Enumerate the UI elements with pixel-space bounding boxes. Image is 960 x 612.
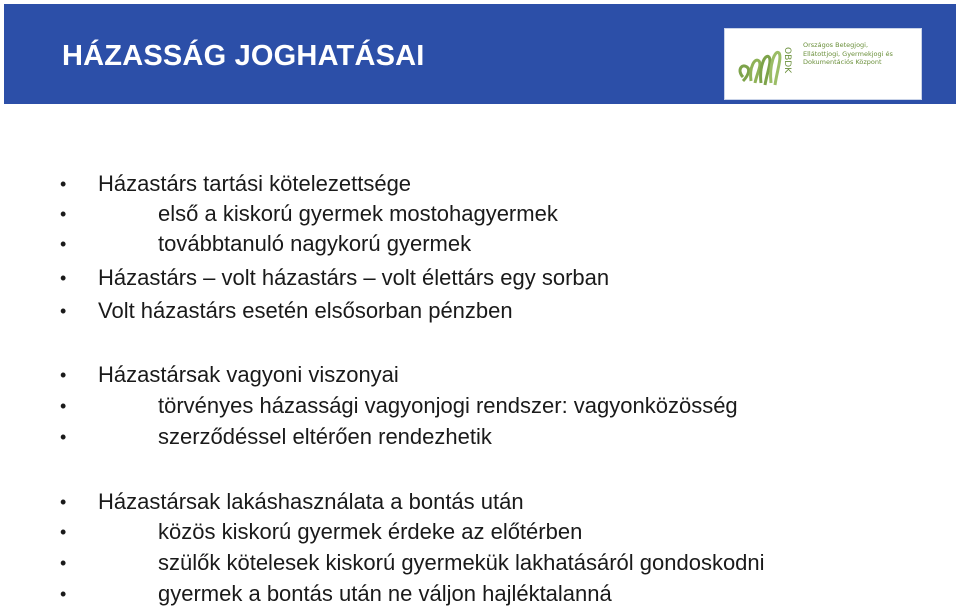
list-item: • szülők kötelesek kiskorú gyermekük lakhatásáról gondoskodni (0, 548, 960, 578)
obdk-logo (724, 28, 922, 100)
bullet-icon: • (60, 204, 67, 224)
bullet-icon: • (60, 268, 67, 288)
list-item: • Házastársak vagyoni viszonyai (0, 360, 960, 390)
bullet-icon: • (60, 396, 67, 416)
logo-text: OBDK (782, 47, 792, 74)
list-item: • törvényes házassági vagyonjogi rendszer: vagyonközösség (0, 391, 960, 421)
bullet-icon: • (60, 492, 67, 512)
bullet-icon: • (60, 234, 67, 254)
bullet-icon: • (60, 427, 67, 447)
logo-caption-line: Ellátottjogi, Gyermekjogi és (803, 49, 893, 58)
obdk-logo-mark (735, 37, 797, 93)
list-item: • gyermek a bontás után ne váljon hajléktalanná (0, 579, 960, 609)
bullet-icon: • (60, 301, 67, 321)
list-item: • továbbtanuló nagykorú gyermek (0, 229, 960, 259)
list-item: • szerződéssel eltérően rendezhetik (0, 422, 960, 452)
list-item: • közös kiskorú gyermek érdeke az előtérben (0, 517, 960, 547)
list-item: • Volt házastárs esetén elsősorban pénzben (0, 296, 960, 326)
logo-caption-line: Dokumentációs Központ (803, 58, 882, 66)
list-item: • Házastárs tartási kötelezettsége (0, 169, 960, 199)
list-item: • Házastársak lakáshasználata a bontás után (0, 487, 960, 517)
slide-title: HÁZASSÁG JOGHATÁSAI (62, 40, 425, 72)
bullet-icon: • (60, 174, 67, 194)
logo-caption-line: Országos Betegjogi, (803, 41, 869, 49)
title-bar (4, 4, 956, 104)
list-item: • első a kiskorú gyermek mostohagyermek (0, 199, 960, 229)
logo-caption (803, 41, 917, 67)
bullet-icon: • (60, 584, 67, 604)
bullet-icon: • (60, 553, 67, 573)
list-item: • Házastárs – volt házastárs – volt élettárs egy sorban (0, 263, 960, 293)
bullet-icon: • (60, 522, 67, 542)
bullet-icon: • (60, 365, 67, 385)
